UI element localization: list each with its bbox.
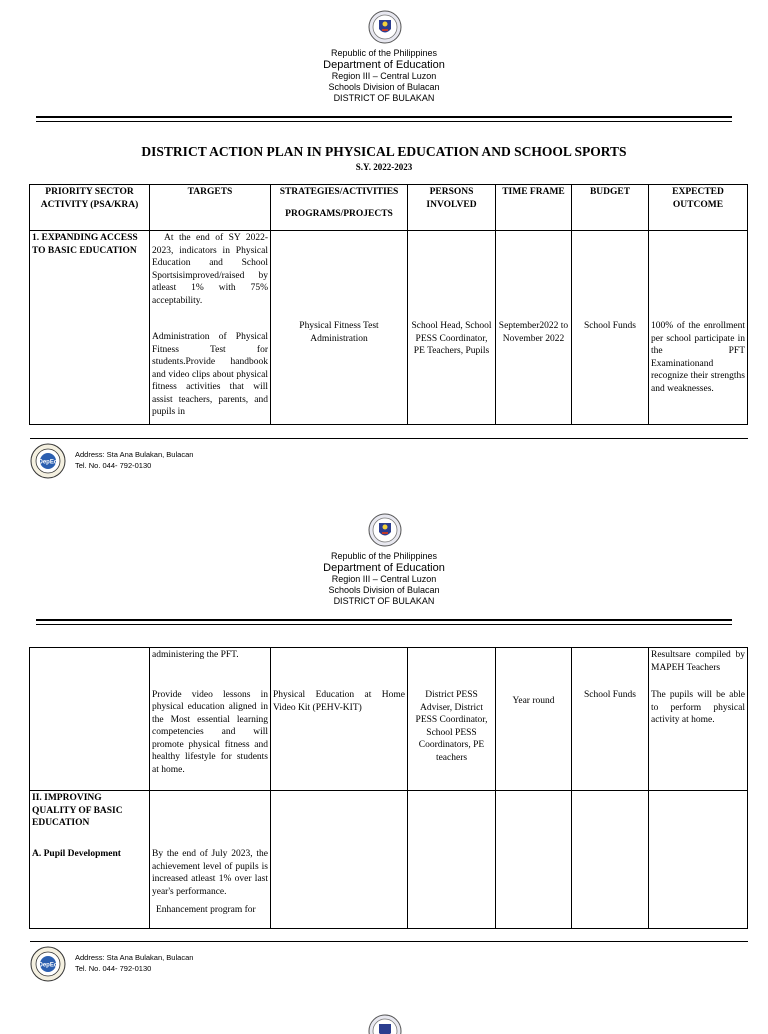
col-header-outcome: EXPECTED OUTCOME xyxy=(649,185,748,231)
document-page-1 xyxy=(0,0,768,500)
republic-line: Republic of the Philippines xyxy=(330,48,438,58)
division-logo-icon xyxy=(30,443,66,479)
priority-cell xyxy=(30,648,150,791)
district-line: DISTRICT OF BULAKAN xyxy=(333,596,435,606)
page-footer xyxy=(30,946,742,986)
document-title: DISTRICT ACTION PLAN IN PHYSICAL EDUCATION AND SCHOOL SPORTS xyxy=(141,144,627,159)
footer-rule xyxy=(30,438,748,439)
footer-tel: Tel. No. 044- 792-0130 xyxy=(75,964,152,973)
budget-text: School Funds xyxy=(584,690,636,700)
deped-seal-icon xyxy=(368,10,402,44)
target-text: administering the PFT. xyxy=(152,650,239,660)
table-row xyxy=(30,648,748,791)
budget-cell xyxy=(572,648,649,791)
col-header-targets: TARGETS xyxy=(150,185,271,231)
strategy-text: Physical Fitness Test Administration xyxy=(299,321,379,344)
priority-text: II. IMPROVING QUALITY OF BASIC EDUCATION xyxy=(32,793,123,828)
logo-text: DepEd xyxy=(38,962,58,969)
table-header-row xyxy=(30,185,748,231)
strategy-cell xyxy=(271,231,408,425)
persons-cell xyxy=(408,648,496,791)
target-text: Provide video lessons in physical education aligned in the Most essential learning competencies and will promote physical fitness and healthy lifestyle for students at home. xyxy=(152,689,268,775)
budget-cell xyxy=(572,791,649,929)
department-line: Department of Education xyxy=(323,562,445,574)
outcome-text: Resultsare compiled by MAPEH Teachers xyxy=(651,650,745,673)
table-row xyxy=(30,231,748,425)
republic-line: Republic of the Philippines xyxy=(330,551,438,561)
sub-priority-text: A. Pupil Development xyxy=(32,848,121,859)
table-row xyxy=(30,791,748,929)
deped-seal-icon xyxy=(368,513,402,547)
outcome-cell xyxy=(649,648,748,791)
outcome-text: The pupils will be able to perform physical activity at home. xyxy=(651,690,745,725)
col-header-strategies-line1: STRATEGIES/ACTIVITIES xyxy=(279,187,399,197)
page-footer xyxy=(30,443,742,483)
priority-cell xyxy=(30,791,150,929)
header-rule xyxy=(36,116,732,118)
footer-address-block xyxy=(75,449,193,471)
header-rule-thin xyxy=(36,121,732,122)
agency-header xyxy=(0,48,768,104)
footer-tel: Tel. No. 044- 792-0130 xyxy=(75,461,152,470)
col-header-persons: PERSONS INVOLVED xyxy=(408,185,496,231)
target-text: By the end of July 2023, the achievement level of pupils is increased atleast 1% over last year's performance. xyxy=(152,849,268,897)
col-header-budget: BUDGET xyxy=(572,185,649,231)
priority-text: 1. EXPANDING ACCESS TO BASIC EDUCATION xyxy=(32,233,138,256)
school-year: S.Y. 2022-2023 xyxy=(355,162,413,172)
logo-text: DepEd xyxy=(38,459,58,466)
action-plan-table-continued xyxy=(29,647,748,929)
col-header-priority: PRIORITY SECTOR ACTIVITY (PSA/KRA) xyxy=(30,185,150,231)
col-header-strategies-line2: PROGRAMS/PROJECTS xyxy=(285,208,393,219)
persons-text: School Head, School PESS Coordinator, PE Teachers, Pupils xyxy=(411,321,492,356)
document-page-2 xyxy=(0,503,768,1003)
target-text: Enhancement program for xyxy=(156,905,256,915)
priority-cell xyxy=(30,231,150,425)
outcome-cell xyxy=(649,231,748,425)
persons-text: District PESS Adviser, District PESS Coordinator, School PESS Coordinators, PE teachers xyxy=(415,690,488,763)
timeframe-text: September2022 to November 2022 xyxy=(498,321,569,344)
outcome-text: 100% of the enrollment per school participate in the PFT Examinationand recognize their strengths and weaknesses. xyxy=(651,321,745,394)
deped-seal-icon xyxy=(368,1014,402,1034)
department-line: Department of Education xyxy=(323,59,445,71)
targets-cell xyxy=(150,791,271,929)
footer-address-block xyxy=(75,952,193,974)
targets-cell xyxy=(150,648,271,791)
persons-cell xyxy=(408,231,496,425)
col-header-strategies xyxy=(271,185,408,231)
division-line: Schools Division of Bulacan xyxy=(328,82,440,92)
col-header-timeframe: TIME FRAME xyxy=(496,185,572,231)
strategy-cell xyxy=(271,648,408,791)
division-logo-icon xyxy=(30,946,66,982)
timeframe-cell xyxy=(496,231,572,425)
target-text: At the end of SY 2022-2023, indicators in Physical Education and School Sportsisimproved/raised by atleast 1% with 75% acceptability. xyxy=(152,233,268,306)
header-rule-thin xyxy=(36,624,732,625)
agency-header xyxy=(0,551,768,607)
region-line: Region III – Central Luzon xyxy=(331,71,437,81)
outcome-cell xyxy=(649,791,748,929)
timeframe-text: Year round xyxy=(512,696,555,706)
division-line: Schools Division of Bulacan xyxy=(328,585,440,595)
region-line: Region III – Central Luzon xyxy=(331,574,437,584)
strategy-text: Physical Education at Home Video Kit (PEHV-KIT) xyxy=(273,690,405,713)
target-text: Administration of Physical Fitness Test for students.Provide handbook and video clips about physical fitness activities that will assist teachers, parents, and pupils in xyxy=(152,332,268,417)
footer-address: Address: Sta Ana Bulakan, Bulacan xyxy=(75,450,194,459)
district-line: DISTRICT OF BULAKAN xyxy=(333,93,435,103)
budget-cell xyxy=(572,231,649,425)
timeframe-cell xyxy=(496,791,572,929)
footer-address: Address: Sta Ana Bulakan, Bulacan xyxy=(75,953,194,962)
timeframe-cell xyxy=(496,648,572,791)
action-plan-table xyxy=(29,184,748,425)
targets-cell xyxy=(150,231,271,425)
strategy-cell xyxy=(271,791,408,929)
footer-rule xyxy=(30,941,748,942)
header-rule xyxy=(36,619,732,621)
persons-cell xyxy=(408,791,496,929)
budget-text: School Funds xyxy=(584,321,636,331)
